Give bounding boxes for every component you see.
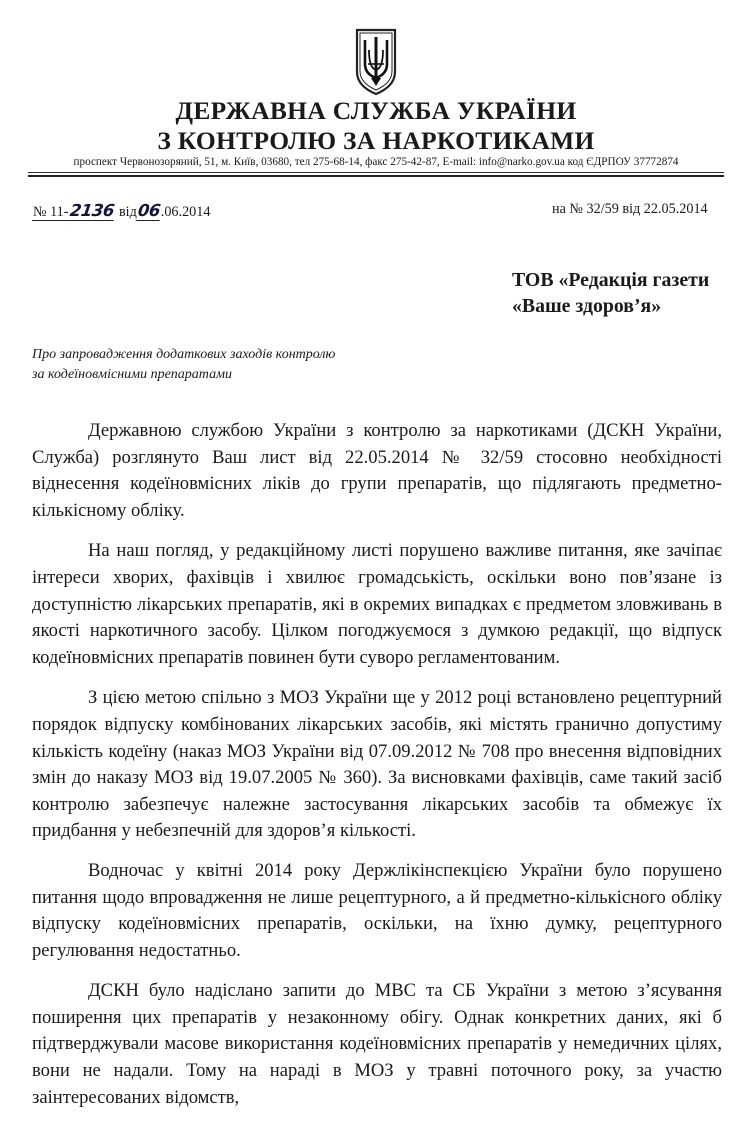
handwritten-number: 2136: [69, 201, 116, 220]
recipient-line2: «Ваше здоров’я»: [512, 295, 662, 317]
recipient-line1: ТОВ «Редакція газети: [512, 269, 710, 291]
trident-emblem-icon: [354, 28, 398, 96]
body-paragraph: Водночас у квітні 2014 року Держлікінспекцією України було порушено питання щодо впровадження не лише рецептурного, а й предметно-кількісного обліку відпуску кодеїновмісних препаратів, оскільки, на їхню думку, рецептурного регулювання недостатньо.: [32, 859, 722, 961]
body-paragraph: На наш погляд, у редакційному листі порушено важливе питання, яке зачіпає інтереси хворих, фахівців і хвилює громадськість, оскільки воно пов’язане із доступністю лікарських препаратів, які в окремих випадках є предметом зловживань в якості наркотичного засобу. Цілком погоджуємося з думкою редакції, що відпуск кодеїновмісних препаратів повинен бути суворо регламентованим.: [32, 540, 722, 668]
org-address: проспект Червонозоряний, 51, м. Київ, 03680, тел 275-68-14, факс 275-42-87, E-mail: info@narko.gov.ua код ЄДРПОУ 37772874: [73, 156, 679, 168]
date-rest: .06.2014: [160, 204, 211, 220]
reply-reference: на № 32/59 від 22.05.2014: [552, 201, 708, 217]
subject-line2: за кодеїновмісними препаратами: [32, 367, 233, 382]
outgoing-number: [32, 201, 210, 221]
org-name-line2: З КОНТРОЛЮ ЗА НАРКОТИКАМИ: [157, 126, 595, 155]
letter-body: [32, 418, 722, 1125]
header-divider-thick: [28, 175, 724, 177]
subject-block: [32, 345, 335, 385]
date-prefix: від: [118, 204, 137, 220]
org-name-line1: ДЕРЖАВНА СЛУЖБА УКРАЇНИ: [175, 96, 577, 125]
body-paragraph: Державною службою України з контролю за наркотиками (ДСКН України, Служба) розглянуто Ваш лист від 22.05.2014 № 32/59 стосовно необхідності віднесення кодеїновмісних ліків до групи препаратів, що підлягають предметно-кількісному обліку.: [32, 420, 722, 521]
handwritten-day: 06: [136, 201, 162, 220]
body-paragraph: ДСКН було надіслано запити до МВС та СБ України з метою з’ясування поширення цих препаратів у незаконному обігу. Однак конкретних даних, які б підтверджували масове використання кодеїновмісних препаратів у немедичних цілях, вони не надали. Тому на нараді в МОЗ у травні поточного року, за участю заінтересованих відомств,: [32, 980, 722, 1108]
subject-line1: Про запровадження додаткових заходів контролю: [32, 347, 336, 362]
number-prefix: № 11-: [33, 204, 69, 220]
recipient-block: [512, 267, 709, 319]
header-divider-thin: [28, 172, 724, 173]
body-paragraph: З цією метою спільно з МОЗ України ще у 2012 році встановлено рецептурний порядок відпуску комбінованих лікарських засобів, які містять гранично допустиму кількість кодеїну (наказ МОЗ України від 07.09.2012 № 708 про внесення відповідних змін до наказу МОЗ від 19.07.2005 № 360). За висновками фахівців, саме такий засіб контролю забезпечує належне застосування лікарських засобів та обмежує їх придбання у небезпечній для здоров’я кількості.: [32, 687, 722, 842]
